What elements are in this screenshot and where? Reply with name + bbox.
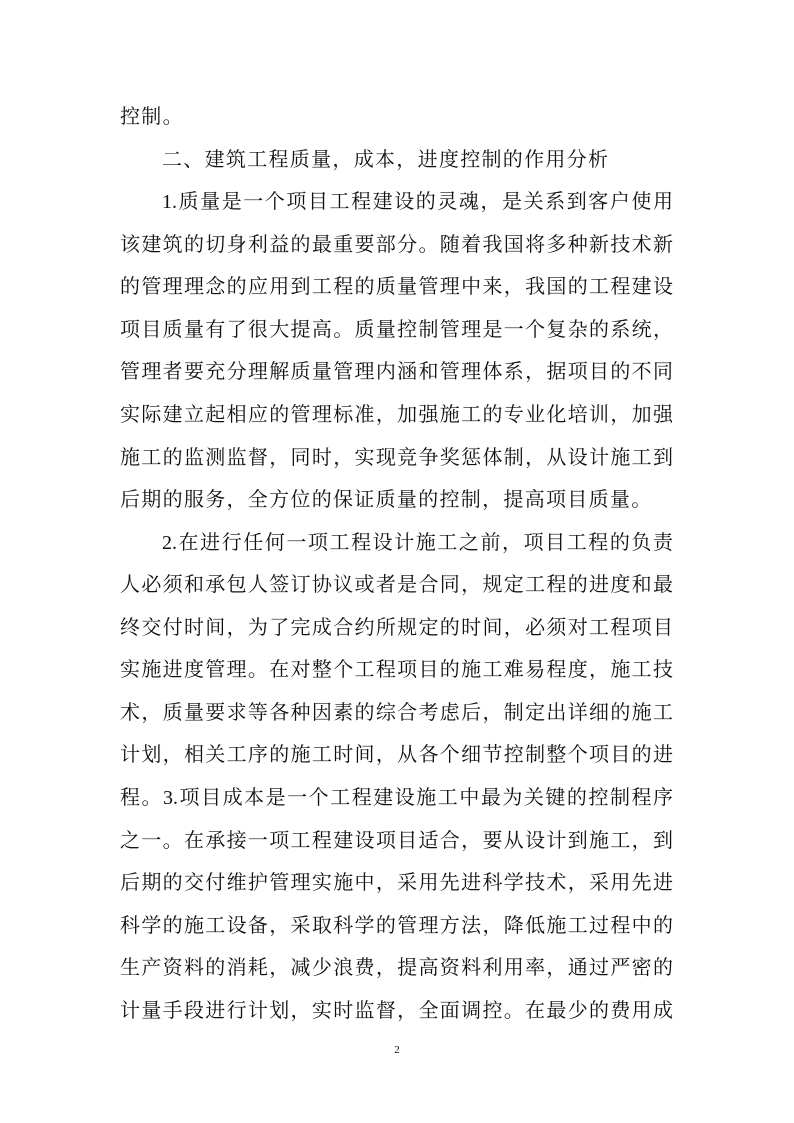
text-line: 终交付时间，为了完成合约所规定的时间，必须对工程项目	[120, 616, 673, 639]
text-line: 后期的交付维护管理实施中，采用先进科学技术，采用先进	[120, 872, 673, 895]
text-line: 实施进度管理。在对整个工程项目的施工难易程度，施工技	[120, 659, 673, 682]
page-number: 2	[394, 1044, 400, 1056]
text-line: 1.质量是一个项目工程建设的灵魂，是关系到客户使用	[162, 191, 673, 214]
text-line: 控制。	[120, 106, 184, 128]
text-line: 计划，相关工序的施工时间，从各个细节控制整个项目的进	[120, 744, 673, 767]
text-line: 生产资料的消耗，减少浪费，提高资料利用率，通过严密的	[120, 957, 673, 980]
paragraph-schedule-cost	[120, 522, 673, 1033]
text-line: 计量手段进行计划，实时监督，全面调控。在最少的费用成	[120, 999, 673, 1022]
paragraph-quality	[120, 181, 673, 522]
body-text	[120, 96, 673, 1032]
text-line: 该建筑的切身利益的最重要部分。随着我国将多种新技术新	[120, 233, 673, 256]
text-line: 项目质量有了很大提高。质量控制管理是一个复杂的系统，	[120, 318, 673, 341]
text-line: 施工的监测监督，同时，实现竞争奖惩体制，从设计施工到	[120, 446, 673, 469]
text-line: 科学的施工设备，采取科学的管理方法，降低施工过程中的	[120, 914, 673, 937]
text-line: 后期的服务，全方位的保证质量的控制，提高项目质量。	[120, 489, 653, 512]
text-line: 管理者要充分理解质量管理内涵和管理体系，据项目的不同	[120, 361, 673, 384]
text-line: 之一。在承接一项工程建设项目适合，要从设计到施工，到	[120, 829, 673, 852]
text-line: 人必须和承包人签订协议或者是合同，规定工程的进度和最	[120, 574, 673, 597]
text-line: 2.在进行任何一项工程设计施工之前，项目工程的负责	[162, 531, 673, 554]
text-line: 程。3.项目成本是一个工程建设施工中最为关键的控制程序	[120, 787, 673, 809]
text-line: 的管理理念的应用到工程的质量管理中来，我国的工程建设	[120, 276, 673, 299]
section-heading: 二、建筑工程质量，成本，进度控制的作用分析	[162, 148, 610, 171]
text-line: 术，质量要求等各种因素的综合考虑后，制定出详细的施工	[120, 701, 673, 724]
text-line: 实际建立起相应的管理标准，加强施工的专业化培训，加强	[120, 403, 673, 426]
